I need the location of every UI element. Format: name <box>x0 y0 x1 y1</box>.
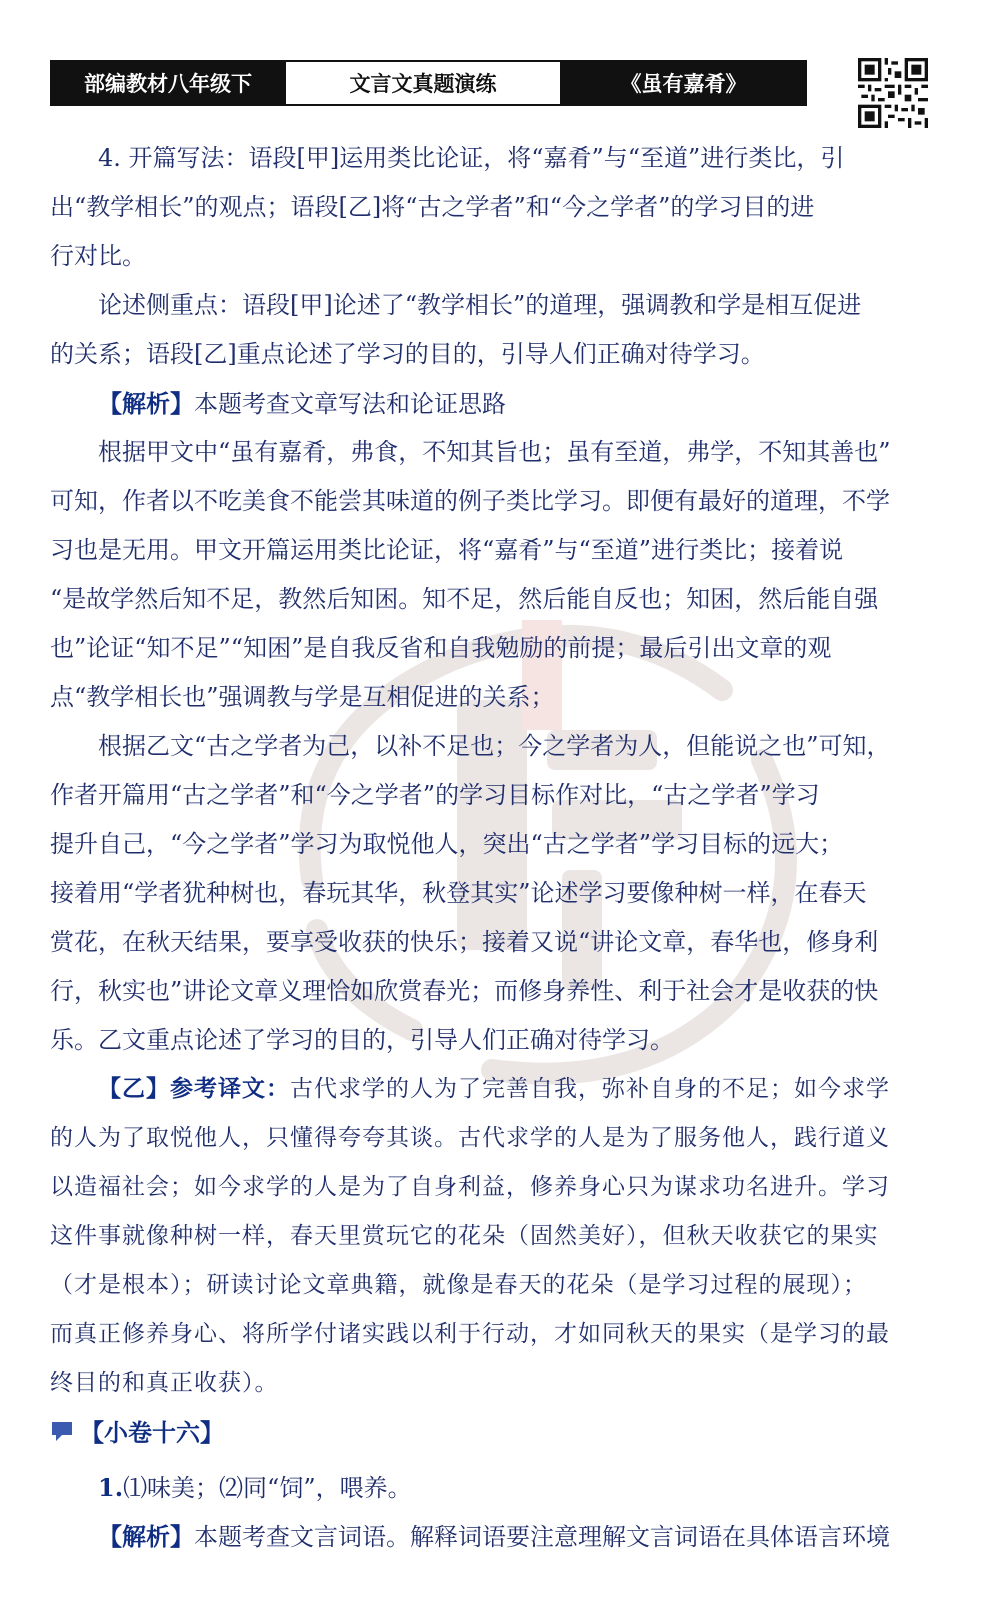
header-lesson: 《虽有嘉肴》 <box>562 62 805 104</box>
translation-line-7: 终目的和真正收获）。 <box>50 1370 279 1396</box>
yi-line-6: 行，秋实也”讲论文章义理恰如欣赏春光；而修身养性、利于社会才是收获的快 <box>50 977 879 1005</box>
jia-line-5: 也”论证“知不足”“知困”是自我反省和自我勉励的前提；最后引出文章的观 <box>50 634 832 662</box>
yi-line-2: 作者开篇用“古之学者”和“今之学者”的学习目标作对比，“古之学者”学习 <box>50 781 820 809</box>
q4-line-2: 出“教学相长”的观点；语段[乙]将“古之学者”和“今之学者”的学习目的进 <box>50 193 815 221</box>
jia-line-6: 点“教学相长也”强调教与学是互相促进的关系； <box>50 683 555 711</box>
analysis-label: 【解析】 <box>98 389 194 418</box>
yi-line-5: 赏花，在秋天结果，要享受收获的快乐；接着又说“讲论文章，春华也，修身利 <box>50 928 879 956</box>
comment-bubble-icon <box>50 1420 74 1442</box>
translation-line-4: 这件事就像种树一样，春天里赏玩它的花朵（固然美好），但秋天收获它的果实 <box>50 1223 879 1249</box>
jia-line-3: 习也是无用。甲文开篇运用类比论证，将“嘉肴”与“至道”进行类比；接着说 <box>50 536 844 564</box>
analysis-text: 本题考查文章写法和论证思路 <box>194 390 506 418</box>
yi-line-1: 根据乙文“古之学者为己，以补不足也；今之学者为人，但能说之也”可知， <box>98 732 891 760</box>
translation-line-5: （才是根本）；研读讨论文章典籍，就像是春天的花朵（是学习过程的展现）； <box>50 1272 867 1298</box>
header-bar <box>50 60 807 106</box>
analysis-line <box>50 379 910 429</box>
yi-line-3: 提升自己，“今之学者”学习为取悦他人，突出“古之学者”学习目标的远大； <box>50 830 844 858</box>
q1-number: 1. <box>98 1473 124 1502</box>
jia-line-1: 根据甲文中“虽有嘉肴，弗食，不知其旨也；虽有至道，弗学，不知其善也” <box>98 438 891 466</box>
q1-answer: ⑴味美；⑵同“饲”，喂养。 <box>123 1474 412 1502</box>
section-title: 【小卷十六】 <box>80 1419 224 1447</box>
jia-line-2: 可知，作者以不吃美食不能尝其味道的例子类比学习。即便有最好的道理，不学 <box>50 487 890 515</box>
header-grade: 部编教材八年级下 <box>52 62 284 104</box>
qr-code-icon <box>858 58 928 128</box>
q4-line-3: 行对比。 <box>50 242 146 270</box>
analysis2-line <box>50 1512 910 1562</box>
yi-line-4: 接着用“学者犹种树也，春玩其华，秋登其实”论述学习要像种树一样，在春天 <box>50 879 867 907</box>
section-header <box>50 1413 224 1448</box>
translation-line-6: 而真正修养身心、将所学付诸实践以利于行动，才如同秋天的果实（是学习的最 <box>50 1321 890 1347</box>
q1-line <box>50 1463 910 1513</box>
translation-label: 【乙】参考译文： <box>98 1076 290 1102</box>
translation-text-1: 古代求学的人为了完善自我，弥补自身的不足；如今求学 <box>290 1076 890 1102</box>
analysis2-text: 本题考查文言词语。解释词语要注意理解文言词语在具体语言环境 <box>194 1523 890 1551</box>
q4-line-5: 的关系；语段[乙]重点论述了学习的目的，引导人们正确对待学习。 <box>50 340 765 368</box>
jia-line-4: “是故学然后知不足，教然后知困。知不足，然后能自反也；知困，然后能自强 <box>50 585 879 613</box>
header-topic: 文言文真题演练 <box>284 62 562 104</box>
analysis2-label: 【解析】 <box>98 1522 194 1551</box>
q4-line-1: 4. 开篇写法：语段[甲]运用类比论证，将“嘉肴”与“至道”进行类比，引 <box>98 144 845 172</box>
translation-line-3: 以造福社会；如今求学的人是为了自身利益，修养身心只为谋求功名进升。学习 <box>50 1174 890 1200</box>
q4-line-4: 论述侧重点：语段[甲]论述了“教学相长”的道理，强调教和学是相互促进 <box>98 291 862 319</box>
translation-line-2: 的人为了取悦他人，只懂得夸夸其谈。古代求学的人是为了服务他人，践行道义 <box>50 1125 890 1151</box>
yi-line-7: 乐。乙文重点论述了学习的目的，引导人们正确对待学习。 <box>50 1026 674 1054</box>
translation-line-1 <box>50 1065 910 1114</box>
